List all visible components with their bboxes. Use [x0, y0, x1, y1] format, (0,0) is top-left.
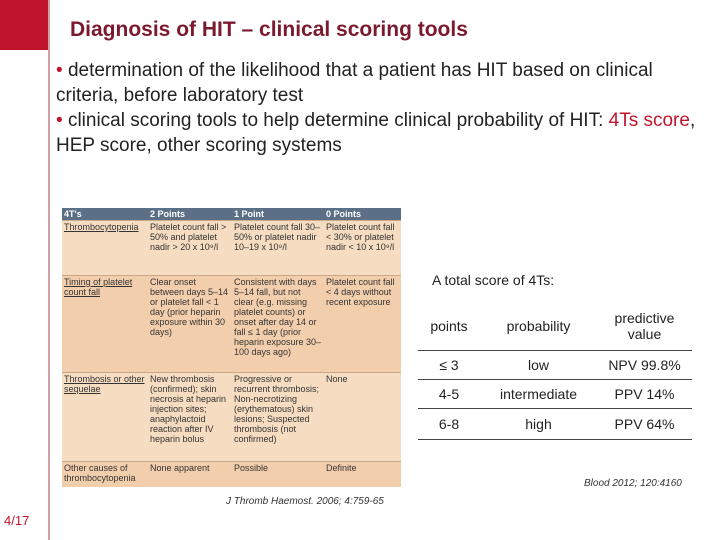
score-table: [418, 302, 692, 440]
table-cell: Thrombosis or other sequelae: [64, 374, 145, 394]
table-cell: Platelet count fall < 30% or platelet nadir < 10 x 10⁹/l: [326, 222, 395, 252]
table-cell: None: [326, 374, 348, 384]
score-citation: Blood 2012; 120:4160: [584, 478, 682, 489]
table-cell: low: [480, 351, 597, 380]
table-row: [62, 372, 401, 461]
score-table-header: [418, 302, 692, 351]
table-cell: Progressive or recurrent thrombosis; Non-necrotizing (erythematous) skin lesions; Suspected thrombosis (not confirmed): [234, 374, 320, 444]
column-header: predictive value: [597, 302, 692, 351]
bullet-item: [56, 108, 706, 158]
sidebar-accent-block: [0, 0, 48, 50]
table-cell: Thrombocytopenia: [64, 222, 139, 232]
table-cell: PPV 14%: [597, 380, 692, 409]
table-cell: Platelet count fall < 4 days without recent exposure: [326, 277, 395, 307]
table-cell: Clear onset between days 5–14 or platelet fall < 1 day (prior heparin exposure within 30 days): [150, 277, 229, 337]
column-header: points: [418, 302, 480, 351]
column-header: 1 Point: [234, 209, 265, 219]
column-header: 4T's: [64, 209, 82, 219]
slide-sidebar: [0, 0, 48, 540]
table-cell: Timing of platelet count fall: [64, 277, 133, 297]
table-cell: high: [480, 409, 597, 440]
fourts-table-image: [62, 208, 401, 486]
table-row: [62, 220, 401, 275]
column-header: 2 Points: [150, 209, 186, 219]
bullet-item: [56, 58, 706, 108]
table-cell: Platelet count fall 30–50% or platelet nadir 10–19 x 10⁹/l: [234, 222, 321, 252]
score-table-label: A total score of 4Ts:: [432, 272, 555, 288]
table-row: [62, 275, 401, 372]
bullet-dot-icon: •: [56, 110, 63, 131]
slide-title: Diagnosis of HIT – clinical scoring tools: [70, 18, 468, 41]
table-cell: Platelet count fall > 50% and platelet nadir > 20 x 10⁹/l: [150, 222, 227, 252]
fourts-citation: J Thromb Haemost. 2006; 4:759-65: [226, 496, 384, 507]
table-cell: 4-5: [418, 380, 480, 409]
table-cell: Definite: [326, 463, 357, 473]
bullet-list: [56, 58, 706, 158]
table-cell: None apparent: [150, 463, 210, 473]
table-row: [418, 380, 692, 409]
fourts-table-header: [62, 208, 401, 220]
column-header: 0 Points: [326, 209, 362, 219]
bullet-text: , HEP score, other scoring systems: [56, 110, 696, 156]
table-cell: intermediate: [480, 380, 597, 409]
column-header: probability: [480, 302, 597, 351]
table-cell: NPV 99.8%: [597, 351, 692, 380]
table-row: [418, 351, 692, 380]
table-row: [418, 409, 692, 440]
table-cell: Possible: [234, 463, 269, 473]
table-cell: ≤ 3: [418, 351, 480, 380]
bullet-dot-icon: •: [56, 60, 63, 81]
table-cell: Other causes of thrombocytopenia: [64, 463, 136, 483]
sidebar-divider: [48, 0, 50, 540]
table-cell: 6-8: [418, 409, 480, 440]
table-row: [62, 461, 401, 487]
table-cell: PPV 64%: [597, 409, 692, 440]
bullet-text: clinical scoring tools to help determine clinical probability of HIT:: [67, 110, 609, 131]
bullet-highlight: 4Ts score: [608, 110, 690, 131]
table-cell: New thrombosis (confirmed); skin necrosis at heparin injection sites; anaphylactoid reaction after IV heparin bolus: [150, 374, 227, 444]
table-cell: Consistent with days 5–14 fall, but not clear (e.g. missing platelet counts) or onset after day 14 or fall ≤ 1 day (prior heparin exposure 30–100 days ago): [234, 277, 322, 357]
slide-number: 4/17: [4, 513, 30, 528]
bullet-text: determination of the likelihood that a patient has HIT based on clinical criteria, before laboratory test: [56, 60, 653, 106]
